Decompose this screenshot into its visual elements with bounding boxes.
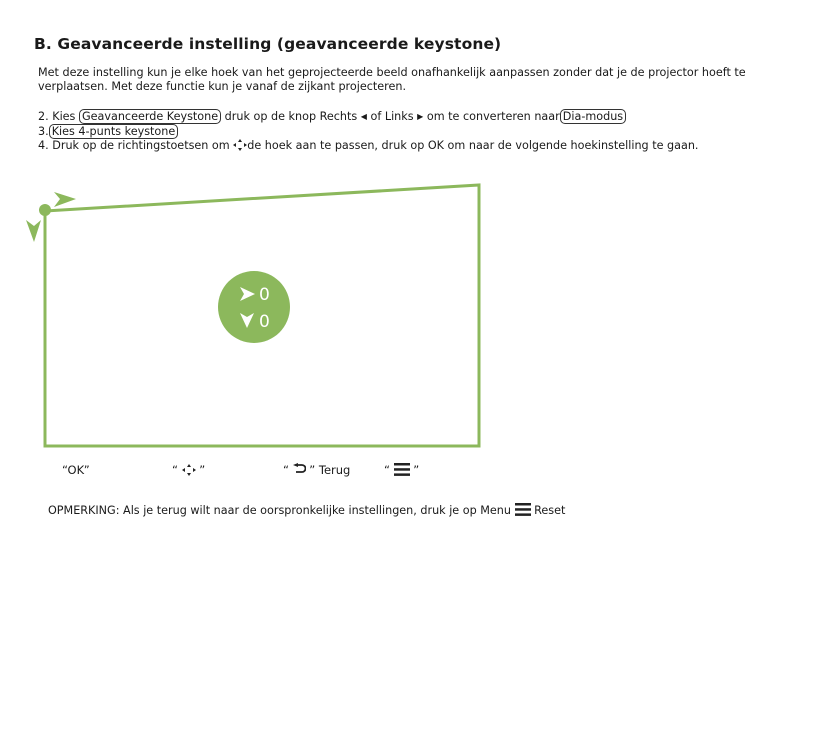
option-4-point-keystone: Kies 4-punts keystone xyxy=(49,124,179,139)
note-text: OPMERKING: Als je terug wilt naar de oorspronkelijke instellingen, druk je op Menu Reset xyxy=(48,504,566,517)
menu-button-label: “ ” xyxy=(384,463,420,477)
ok-button-label: “OK” xyxy=(62,463,90,477)
steps-list xyxy=(38,110,808,154)
option-slide-mode: Dia-modus xyxy=(560,109,626,124)
adjustment-readout xyxy=(218,271,290,343)
menu-icon xyxy=(394,463,410,476)
intro-paragraph: Met deze instelling kun je elke hoek van het geprojecteerde beeld onafhankelijk aanpassen zonder dat je de projector hoeft te verplaatsen. Met deze functie kun je vanaf de zijkant projecteren. xyxy=(38,66,746,93)
corner-handle xyxy=(39,204,51,216)
option-advanced-keystone: Geavanceerde Keystone xyxy=(79,109,221,124)
down-arrow-icon xyxy=(26,220,41,242)
keystone-diagram xyxy=(0,170,822,460)
readout-vertical-value: 0 xyxy=(259,312,270,332)
step-4: 4. Druk op de richtingstoetsen om de hoek aan te passen, druk op OK om naar de volgende hoekinstelling te gaan. xyxy=(38,139,699,152)
right-arrow-icon xyxy=(54,192,76,207)
right-triangle-icon: ▶ xyxy=(417,112,424,121)
page-title: B. Geavanceerde instelling (geavanceerde keystone) xyxy=(34,35,502,53)
direction-keys-icon xyxy=(182,464,196,476)
direction-keys-icon xyxy=(233,139,247,151)
readout-horizontal-value: 0 xyxy=(259,285,270,305)
direction-keys-label: “ ” xyxy=(172,463,206,477)
back-button-label: “ ” Terug xyxy=(283,463,351,477)
back-icon xyxy=(293,463,306,475)
left-triangle-icon: ◀ xyxy=(360,112,367,121)
step-2: 2. Kies Geavanceerde Keystone druk op de knop Rechts ◀ of Links ▶ om te converteren naar Dia-modus xyxy=(38,110,808,125)
menu-icon xyxy=(515,503,531,516)
step-3: 3. Kies 4-punts keystone xyxy=(38,125,808,140)
